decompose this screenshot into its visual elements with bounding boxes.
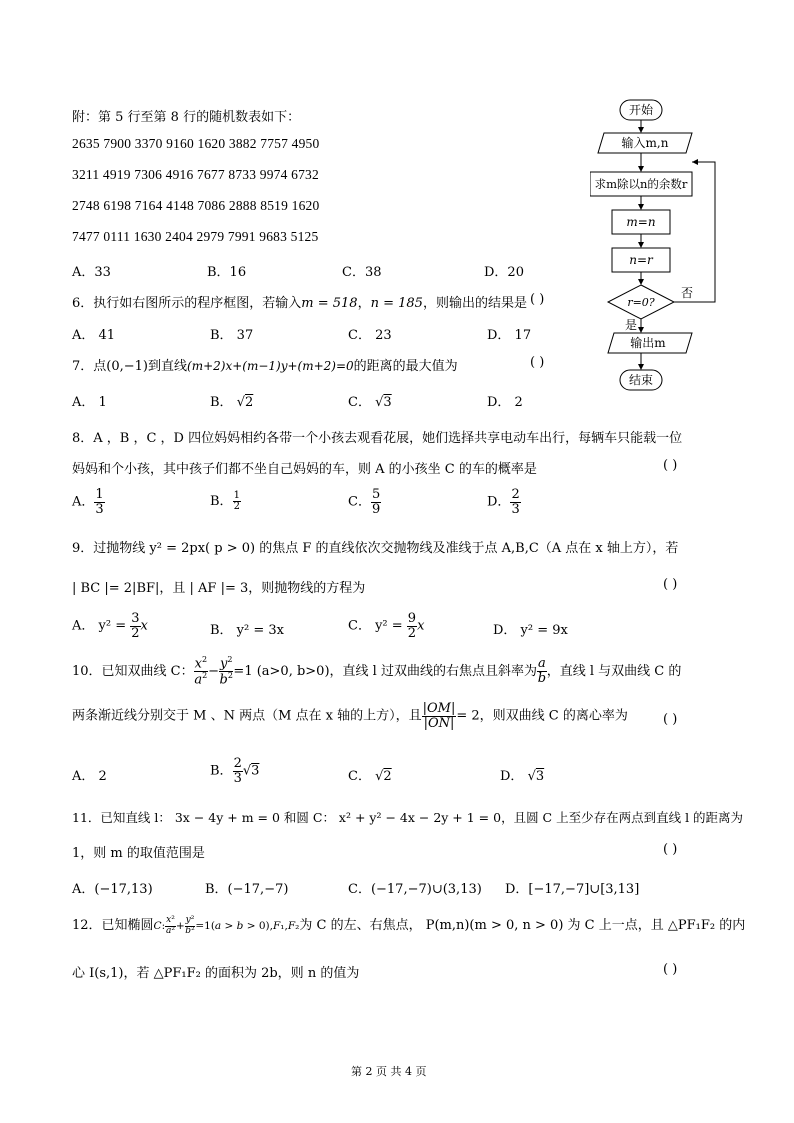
q7-stem bbox=[72, 355, 458, 374]
flow-end-text: 结束 bbox=[628, 373, 654, 387]
sqrt-sign: √ bbox=[375, 395, 384, 410]
fraction bbox=[510, 488, 520, 516]
frac-num: 2 bbox=[511, 487, 520, 502]
q8-option-a-label: A． bbox=[72, 494, 95, 510]
fraction bbox=[94, 488, 104, 516]
fraction bbox=[130, 612, 140, 640]
q10-answer-paren: ( ) bbox=[663, 712, 678, 727]
frac-den: 3 bbox=[511, 501, 520, 517]
appendix-title: 附：第 5 行至第 8 行的随机数表如下： bbox=[72, 110, 301, 125]
q11-option-b: B．(−17,−7) bbox=[205, 882, 289, 897]
q6-answer-paren: ( ) bbox=[530, 292, 545, 307]
q9-line1: 9．过抛物线 y² = 2px( p > 0) 的焦点 F 的直线依次交抛物线及准线于点 A,B,C（A 点在 x 轴上方），若 bbox=[72, 541, 679, 556]
flow-remainder-text: 求m除以n的余数r bbox=[594, 177, 688, 191]
q8-option-c bbox=[348, 488, 381, 516]
q8-option-d bbox=[487, 488, 521, 516]
frac-num: 1 bbox=[233, 489, 240, 501]
q11-answer-paren: ( ) bbox=[663, 842, 678, 857]
q10-option-d bbox=[500, 765, 544, 784]
random-row-5: 2635 7900 3370 9160 1620 3882 7757 4950 bbox=[72, 136, 320, 151]
q8-option-c-label: C． bbox=[348, 494, 371, 510]
q10-rad-b: 3 bbox=[251, 763, 260, 779]
q10-rad-d: 3 bbox=[535, 769, 545, 784]
q7-text-b: 到直线 bbox=[148, 359, 188, 374]
q8-answer-paren: ( ) bbox=[663, 458, 678, 473]
page-footer: 第 2 页 共 4 页 bbox=[351, 1065, 427, 1078]
q6-n-value: n = 185 bbox=[370, 296, 423, 311]
q11-option-c: C．(−17,−7)∪(3,13) bbox=[348, 882, 482, 897]
flow-yes-label: 是 bbox=[625, 318, 638, 332]
fraction bbox=[233, 757, 243, 785]
q7-option-b bbox=[210, 391, 253, 410]
q10-option-c-label: C． bbox=[348, 769, 371, 784]
random-row-7: 2748 6198 7164 4148 7086 2888 8519 1620 bbox=[72, 198, 320, 213]
frac-den: 2 bbox=[131, 625, 140, 641]
fraction bbox=[407, 612, 417, 640]
q11-line1: 11．已知直线 l： 3x − 4y + m = 0 和圆 C： x² + y² − 4x − 2y + 1 = 0，且圆 C 上至少存在两点到直线 l 的距离为 bbox=[72, 810, 744, 825]
q10-option-b-label: B． bbox=[210, 763, 233, 779]
var-x: x bbox=[417, 618, 425, 634]
flow-assign-n-text: n=r bbox=[629, 253, 653, 267]
q11-line2: 1，则 m 的取值范围是 bbox=[72, 846, 205, 861]
fraction bbox=[371, 488, 381, 516]
program-flowchart bbox=[590, 96, 730, 396]
q10-text-c: ，直线 l 与双曲线 C 的 bbox=[546, 663, 682, 679]
frac-den: 2 bbox=[407, 625, 417, 641]
q10-text-a: 10．已知双曲线 C： bbox=[72, 663, 194, 679]
frac-den: 3 bbox=[95, 501, 104, 517]
q10-text-b: ，直线 l 过双曲线的右焦点且斜率为 bbox=[329, 663, 537, 679]
flow-condition-text: r=0? bbox=[627, 296, 655, 309]
q7-option-b-label: B． bbox=[210, 395, 233, 410]
q7-rad-b: 2 bbox=[245, 395, 254, 410]
frac-num: 9 bbox=[407, 611, 417, 626]
flow-no-label: 否 bbox=[681, 286, 694, 300]
flow-assign-m-text: m=n bbox=[626, 215, 656, 229]
q7-option-c-label: C． bbox=[348, 395, 371, 410]
q8-line2: 妈妈和个小孩，其中孩子们都不坐自己妈妈的车，则 A 的小孩坐 C 的车的概率是 bbox=[72, 462, 537, 477]
q10-line2-b: = 2，则双曲线 C 的离心率为 bbox=[456, 708, 628, 724]
q8-option-a bbox=[72, 488, 105, 516]
q7-answer-paren: ( ) bbox=[530, 355, 545, 370]
frac-den: 2 bbox=[233, 501, 240, 512]
q7-text-a: 7．点 bbox=[72, 359, 107, 374]
q12-answer-paren: ( ) bbox=[663, 962, 678, 977]
q8-option-d-label: D． bbox=[487, 494, 511, 510]
flow-output-text: 输出m bbox=[630, 336, 666, 350]
q8-line1: 8．A ，B ，C ，D 四位妈妈相约各带一个小孩去观看花展，她们选择共享电动车出行，每辆车只能载一位 bbox=[72, 431, 683, 446]
fraction bbox=[233, 491, 241, 513]
q9-line2: | BC |= 2|BF|，且 | AF |= 3，则抛物线的方程为 bbox=[72, 581, 366, 596]
q9-answer-paren: ( ) bbox=[663, 577, 678, 592]
var-x: x bbox=[140, 618, 148, 634]
frac-num: 2 bbox=[233, 756, 242, 771]
q6-option-a: A． 41 bbox=[72, 328, 116, 343]
q9-option-a-label: A． y² = bbox=[72, 618, 131, 634]
q9-option-c bbox=[348, 612, 424, 640]
q7-point: (0,−1) bbox=[106, 359, 148, 374]
sqrt-sign: √ bbox=[236, 395, 245, 410]
q6-text-b: ，则输出的结果是 bbox=[422, 296, 527, 311]
q10-cond: =1 (a>0, b>0) bbox=[233, 663, 330, 679]
q9-option-a bbox=[72, 612, 148, 640]
flow-start-text: 开始 bbox=[628, 103, 654, 117]
q9-option-b: B． y² = 3x bbox=[210, 623, 285, 638]
q7-text-c: 的距离的最大值为 bbox=[353, 359, 458, 374]
q12-text-a: 12．已知椭圆 bbox=[72, 918, 154, 933]
q7-rad-c: 3 bbox=[383, 395, 392, 410]
q8-option-b-label: B． bbox=[210, 494, 233, 509]
frac-num: 1 bbox=[95, 487, 104, 502]
q6-text-a: 6．执行如右图所示的程序框图，若输入 bbox=[72, 296, 302, 311]
sqrt-sign: √ bbox=[375, 769, 384, 784]
flow-input-text: 输入m,n bbox=[621, 136, 669, 150]
q10-option-b bbox=[210, 757, 259, 785]
q6-option-b: B． 37 bbox=[210, 328, 254, 343]
q6-m-value: m = 518 bbox=[301, 296, 358, 311]
q10-line1: 10．已知双曲线 C： $\frac{x^2}{a^2}$ − $\frac{y^2}{b^2}$ =1 (a>0, b>0)，直线 l 过双曲线的右焦点且斜率为 $\frac{a}{b}$ ，直线 l 与双曲线 C 的 bbox=[72, 655, 682, 688]
ellipse-equation: C: $\frac{\text{x²}}{\text{a²}}$ + $\frac{\text{y²}}{\text{b²}}$ =1(a > b > 0),F₁,F₂ bbox=[153, 915, 300, 936]
sqrt-sign: √ bbox=[527, 769, 536, 784]
q7-line-eq: (m+2)x+(m−1)y+(m+2)=0 bbox=[187, 359, 354, 373]
frac-den: 3 bbox=[233, 770, 242, 786]
q7-option-d: D． 2 bbox=[487, 395, 523, 410]
q5-option-a: A．33 bbox=[72, 265, 111, 280]
q10-option-c bbox=[348, 765, 392, 784]
q7-option-c bbox=[348, 391, 392, 410]
random-row-8: 7477 0111 1630 2404 2979 7991 9683 5125 bbox=[72, 229, 319, 244]
q6-option-d: D． 17 bbox=[487, 328, 532, 343]
slope-frac: $\frac{a}{b}$ bbox=[537, 656, 547, 686]
q10-line2-a: 两条渐近线分别交于 M 、N 两点（M 点在 x 轴的上方），且 bbox=[72, 708, 422, 724]
hyperbola-frac-x: $\frac{x^2}{a^2}$ bbox=[194, 655, 208, 688]
q8-option-b bbox=[210, 490, 241, 513]
frac-num: 5 bbox=[371, 487, 381, 502]
q12-line2: 心 I(s,1)，若 △PF₁F₂ 的面积为 2b，则 n 的值为 bbox=[72, 966, 360, 981]
q12-text-b: 为 C 的左、右焦点， P(m,n)(m > 0, n > 0) 为 C 上一点，且 △PF₁F₂ 的内 bbox=[299, 918, 746, 933]
frac-num: 3 bbox=[131, 611, 140, 626]
random-row-6: 3211 4919 7306 4916 7677 8733 9974 6732 bbox=[72, 167, 319, 182]
q6-option-c: C． 23 bbox=[348, 328, 392, 343]
q10-rad-c: 2 bbox=[383, 769, 392, 784]
q10-line2 bbox=[72, 702, 628, 730]
q7-option-a: A． 1 bbox=[72, 395, 107, 410]
q9-option-d: D． y² = 9x bbox=[493, 623, 568, 638]
q5-option-d: D．20 bbox=[484, 265, 524, 280]
q6-sep: ， bbox=[357, 296, 371, 311]
q10-option-d-label: D． bbox=[500, 769, 524, 784]
hyperbola-frac-y: $\frac{y^2}{b^2}$ bbox=[219, 655, 233, 688]
q5-option-c: C．38 bbox=[342, 265, 382, 280]
sqrt-sign: √ bbox=[242, 763, 252, 779]
frac-den: 9 bbox=[371, 501, 381, 517]
q9-option-c-label: C． y² = bbox=[348, 618, 407, 634]
q11-option-d: D．[−17,−7]∪[3,13] bbox=[505, 882, 640, 897]
q6-stem bbox=[72, 292, 527, 311]
q11-option-a: A．(−17,13) bbox=[72, 882, 153, 897]
q5-option-b: B．16 bbox=[207, 265, 247, 280]
om-on-ratio: $\frac{|OM|}{|ON|}$ bbox=[422, 701, 456, 731]
q12-line1 bbox=[72, 914, 745, 936]
q10-option-a: A． 2 bbox=[72, 769, 107, 784]
